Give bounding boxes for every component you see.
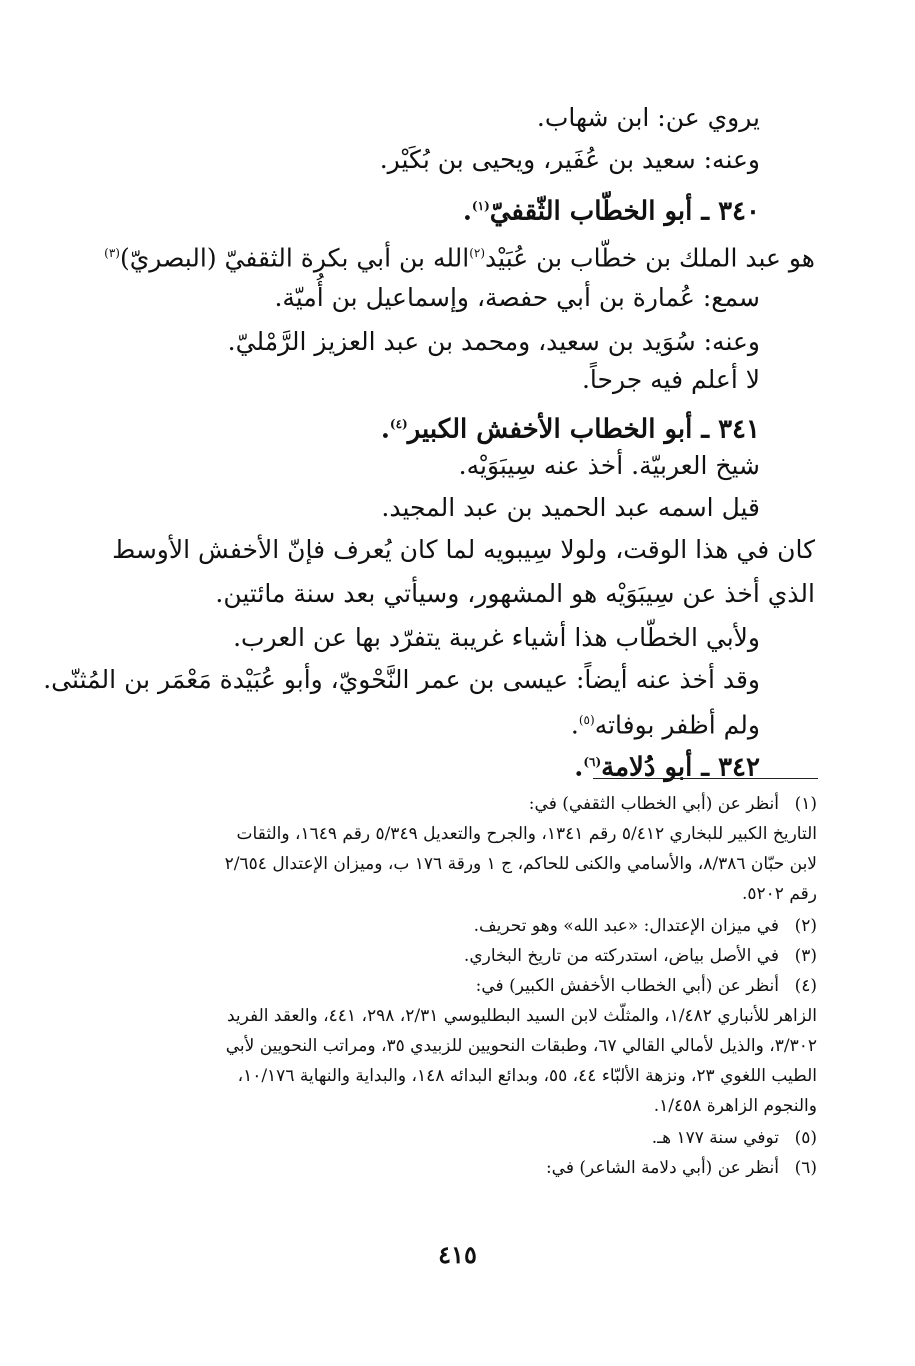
- entry-title: ٣٤٢ ـ أبو دُلامة: [601, 752, 760, 783]
- text: كان في هذا الوقت، ولولا سِيبويه لما كان يُعرف فإنّ الأخفش الأوسط: [112, 535, 815, 564]
- footnote-line: [654, 1092, 817, 1120]
- footnote-text: في الأصل بياض، استدركته من تاريخ البخاري.: [463, 946, 779, 966]
- text: سمع: عُمارة بن أبي حفصة، وإسماعيل بن أُميّة.: [274, 283, 760, 312]
- footnote-3: [464, 942, 817, 970]
- body-line: [112, 530, 815, 570]
- footnote-number: (١): [794, 794, 817, 814]
- footnote-text: في ميزان الإعتدال: «عبد الله» وهو تحريف.: [473, 916, 779, 936]
- body-line: [274, 278, 760, 318]
- entry-342-heading: ٣٤٢ ـ أبو دُلامة$^{(٦)}$.: [574, 752, 760, 783]
- footnote-text: التاريخ الكبير للبخاري ٥/٤١٢ رقم ١٣٤١، والجرح والتعديل ٥/٣٤٩ رقم ١٦٤٩، والثقات: [236, 824, 817, 844]
- entry-341-heading: ٣٤١ ـ أبو الخطاب الأخفش الكبير$^{(٤)}$.: [380, 414, 760, 445]
- footnote-number: (٦): [794, 1158, 817, 1178]
- footnote-2: [474, 912, 817, 940]
- footnote-text: لابن حبّان ٨/٣٨٦، والأسامي والكنى للحاكم، ج ١ ورقة ١٧٦ ب، وميزان الإعتدال ٢/٦٥٤: [224, 854, 817, 874]
- text: وعنه: سُوَيد بن سعيد، ومحمد بن عبد العزيز الرَّمْليّ.: [227, 327, 760, 356]
- text: لا أعلم فيه جرحاً.: [581, 365, 760, 394]
- footnote-separator: [593, 778, 818, 779]
- footnote-text: أنظر عن (أبي الخطاب الثقفي) في:: [528, 794, 779, 814]
- footnote-text: الزاهر للأنباري ١/٤٨٢، والمثلّث لابن السيد البطليوسي ٢/٣١، ٢٩٨، ٤٤١، والعقد الفريد: [226, 1006, 817, 1026]
- footnote-ref: (٢): [469, 246, 486, 260]
- footnote-line: [742, 880, 817, 908]
- footnote-ref: (٦): [583, 755, 602, 769]
- footnote-text: أنظر عن (أبي دلامة الشاعر) في:: [545, 1158, 779, 1178]
- text: ولم أظفر بوفاته: [594, 710, 760, 740]
- footnote-number: (٣): [794, 946, 817, 966]
- footnote-1: [529, 790, 817, 818]
- text: ولأبي الخطّاب هذا أشياء غريبة يتفرّد بها عن العرب.: [233, 623, 760, 652]
- body-line: [380, 140, 760, 180]
- footnote-line: [237, 820, 817, 848]
- entry-title: ٣٤١ ـ أبو الخطاب الأخفش الكبير: [407, 414, 760, 445]
- footnote-number: (٥): [794, 1128, 817, 1148]
- text: شيخ العربيّة. أخذ عنه سِيبَوَيْه.: [458, 451, 760, 480]
- footnote-6: [546, 1154, 817, 1182]
- body-line: [459, 446, 760, 486]
- footnote-5: [652, 1124, 817, 1152]
- footnote-number: (٤): [794, 976, 817, 996]
- body-line: [582, 360, 760, 400]
- footnote-text: الطيب اللغوي ٢٣، ونزهة الألبّاء ٤٤، ٥٥، وبدائع البدائه ١٤٨، والبداية والنهاية ١٠/١٧٦،: [237, 1066, 817, 1086]
- text: وعنه: سعيد بن عُفَير، ويحيى بن بُكَيْر.: [379, 145, 760, 174]
- body-line: [233, 618, 760, 658]
- entry-title: ٣٤٠ ـ أبو الخطّاب الثّقفيّ: [489, 196, 760, 227]
- body-line: [215, 574, 815, 614]
- footnote-4: [476, 972, 817, 1000]
- footnote-text: ٣/٣٠٢، والذيل لأمالي القالي ٦٧، وطبقات النحويين للزبيدي ٣٥، ومراتب النحويين لأبي: [225, 1036, 817, 1056]
- text: يروي عن: ابن شهاب.: [536, 103, 760, 132]
- body-line: ولم أظفر بوفاته$^{(٥)}$.: [570, 710, 760, 740]
- body-line: [381, 488, 760, 528]
- body-line: [104, 233, 815, 278]
- footnote-ref: (٣): [104, 246, 120, 260]
- footnote-text: والنجوم الزاهرة ١/٤٥٨.: [653, 1096, 817, 1116]
- footnote-line: [226, 1032, 817, 1060]
- text: الله بن أبي بكرة الثقفيّ (البصريّ): [119, 243, 470, 273]
- page-number: ٤١٥: [438, 1240, 477, 1269]
- footnote-text: رقم ٥٢٠٢.: [742, 884, 817, 904]
- footnote-number: (٢): [794, 916, 817, 936]
- body-line: [43, 660, 760, 700]
- body-line: [228, 322, 760, 362]
- footnote-line: [227, 1002, 817, 1030]
- text: وقد أخذ عنه أيضاً: عيسى بن عمر النَّحْويّ، وأبو عُبَيْدة مَعْمَر بن المُثنّى.: [43, 665, 760, 694]
- text: قيل اسمه عبد الحميد بن عبد المجيد.: [381, 493, 760, 522]
- footnote-line: [225, 850, 817, 878]
- footnote-text: أنظر عن (أبي الخطاب الأخفش الكبير) في:: [475, 976, 779, 996]
- footnote-line: [238, 1062, 817, 1090]
- footnote-text: توفي سنة ١٧٧ هـ.: [651, 1128, 779, 1148]
- body-line: [537, 98, 760, 138]
- entry-340-heading: ٣٤٠ ـ أبو الخطّاب الثّقفيّ$^{(١)}$.: [462, 196, 760, 227]
- footnote-ref: (٤): [389, 417, 408, 431]
- footnote-ref: (١): [471, 199, 490, 213]
- text: الذي أخذ عن سِيبَوَيْه هو المشهور، وسيأتي بعد سنة مائتين.: [215, 579, 815, 608]
- text: هو عبد الملك بن خطّاب بن عُبَيْد: [485, 243, 815, 273]
- footnote-ref: (٥): [578, 713, 595, 727]
